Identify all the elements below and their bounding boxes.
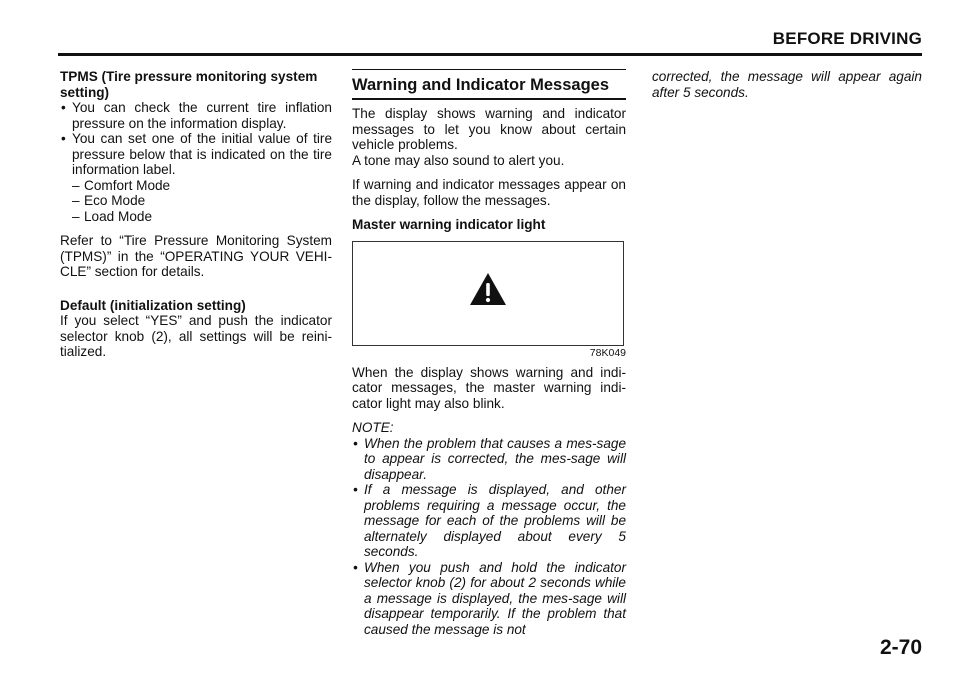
mode-list (60, 178, 332, 225)
middle-column (352, 69, 626, 637)
mode-item-eco: – Eco Mode (60, 193, 332, 209)
list-item: • When the problem that causes a mes-sage to appear is corrected, the mes-sage will disappear. (352, 436, 626, 483)
list-item: • You can check the current tire inflation pressure on the information display. (60, 100, 332, 131)
page-header-title: BEFORE DRIVING (772, 29, 922, 48)
list-item: • If a message is displayed, and other problems requiring a message occur, the message for each of the problems will be alternately displayed about every 5 seconds. (352, 482, 626, 560)
section-heading: Warning and Indicator Messages (352, 69, 626, 100)
master-warning-heading: Master warning indicator light (352, 217, 546, 232)
list-item: • When you push and hold the indicator selector knob (2) for about 2 seconds while a message is displayed, the mes-sage will disappear temporarily. If the problem that caused the message is not (352, 560, 626, 638)
mode-item-load: – Load Mode (60, 209, 332, 225)
tone-paragraph: A tone may also sound to alert you. (352, 152, 565, 168)
default-paragraph: If you select “YES” and push the indicator selector knob (2), all settings will be reini-tialized. (60, 313, 332, 359)
blink-paragraph: When the display shows warning and indi-cator messages, the master warning indi-cator light may also blink. (352, 364, 626, 411)
page-number: 2-70 (879, 636, 922, 659)
note-label: NOTE: (352, 420, 394, 435)
intro-paragraph: The display shows warning and indicator messages to let you know about certain vehicle problems. (352, 106, 626, 152)
warning-triangle-icon (469, 272, 507, 306)
default-heading: Default (initialization setting) (60, 297, 246, 313)
tpms-heading: TPMS (Tire pressure monitoring system setting) (60, 69, 318, 100)
master-warning-figure (352, 241, 624, 346)
mode-item-comfort: – Comfort Mode (60, 178, 332, 194)
note-bullet-list (352, 436, 626, 638)
continued-paragraph: corrected, the message will appear again after 5 seconds. (652, 69, 922, 100)
right-column (652, 69, 922, 100)
follow-paragraph: If warning and indicator messages appear on the display, follow the messages. (352, 177, 626, 208)
figure-code: 78K049 (589, 346, 626, 359)
refer-paragraph: Refer to “Tire Pressure Monitoring System (TPMS)” in the “OPERATING YOUR VEHI-CLE” section for details. (60, 233, 332, 279)
tpms-bullet-list (60, 100, 332, 178)
list-item: • You can set one of the initial value of tire pressure below that is indicated on the tire information label. (60, 131, 332, 178)
left-column (60, 69, 332, 360)
header-rule (58, 53, 922, 56)
